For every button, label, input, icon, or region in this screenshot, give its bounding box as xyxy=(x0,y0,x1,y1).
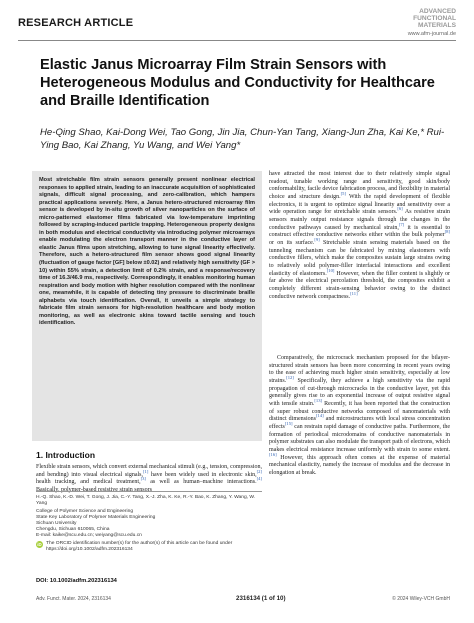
intro-text: health tracking, and medical treatment, xyxy=(36,479,141,486)
citation-link[interactable]: [12] xyxy=(286,374,294,380)
header-divider xyxy=(18,40,456,41)
comparison-paragraph xyxy=(269,355,450,478)
body-text: and microstructures with local stress concentration effects xyxy=(269,416,451,430)
author-list: He-Qing Shao, Kai-Dong Wei, Tao Gong, Jin Jia, Chun-Yan Tang, Xiang-Jun Zha, Kai Ke,* Rui-Ying Bao, Kai Zhang, Yu Wang, and Wei Yang* xyxy=(40,127,445,151)
journal-url[interactable]: www.afm-journal.de xyxy=(407,31,456,37)
logo-line-2: FUNCTIONAL xyxy=(413,14,456,22)
intro-text: as well as human–machine interactions. xyxy=(145,479,257,486)
body-text: or on its surface. xyxy=(269,239,315,246)
section-heading-introduction: 1. Introduction xyxy=(36,450,96,460)
orcid-note xyxy=(36,541,262,553)
citation-link[interactable]: [9] xyxy=(314,236,320,242)
article-title: Elastic Janus Microarray Film Strain Sensors with Heterogeneous Modulus and Conductivity for Healthcare and Braille Identification xyxy=(40,57,435,109)
affiliation-line: State Key Laboratory of Polymer Materials Engineering xyxy=(36,515,156,520)
body-text: have attracted the most interest due to their relatively simple signal readout, tunable working range and sensitivity, good skin/body conformability, facile device fabrication process, and flexibility in material choice and structure design. xyxy=(269,171,450,200)
affiliation-line: Chengdu, Sichuan 610065, China xyxy=(36,527,110,532)
citation-link[interactable]: [1] xyxy=(143,468,149,474)
page-header xyxy=(18,8,456,38)
affiliation-names: H.-Q. Shao, K.-D. Wei, T. Gong, J. Jia, C.-Y. Tang, X.-J. Zha, K. Ke, R.-Y. Bao, K. Zhang, Y. Wang, W. Yang xyxy=(36,495,256,506)
citation-link[interactable]: [8] xyxy=(444,229,450,235)
citation-link[interactable]: [11] xyxy=(350,290,358,296)
abstract-text: Most stretchable film strain sensors generally present nonlinear electrical responses to applied strain, leading to an inaccurate acquisition of sophisticated signals, difficult signal processing, and zero-calibration, which hampers practical applications severely. Here, a Janus hetero-structured microarray film sensor is developed by in-situ growth of silver nanoparticles on the surface of micro-patterned elastomer films fabricated via low-temperature imprinting followed by scraping-induced particle trapping. Heterogeneous property designs in both modulus and electrical conductivity via introducing polymer microarrays enable modulating the electron transport manner in the conductive layer of elastic Janus films upon stretching, allowing to tune signal linearity effectively. Therefore, such a hetero-structured film sensor shows good signal linearity (fluctuation of gauge factor [GF] below ±0.02) and relatively high sensitivity (GF > 10) within 55% strain, a detection limit of 0.2% strain, and a response/recovery time of 16.3/46.9 ms, respectively. Correspondingly, it enables monitoring human respiration and body motion with higher resolution compared with the nonlinear one, meanwhile, it is capable of detecting tiny pressure to discriminate braille alphabets via touch identification. Overall, it unveils a simple strategy to fabricate film strain sensors for high-resolution healthcare and body motion monitoring, as well as electronic skins toward tactile sensing and touch identification. xyxy=(39,177,255,327)
body-text: Recently, it has been reported that the construction of super robust conductive networks composed of nanomaterials with distinct dimensions xyxy=(269,400,450,423)
body-text: it is essential to construct effective conductive networks either within the bulk polymer xyxy=(269,224,450,239)
affiliation-line: College of Polymer Science and Engineering xyxy=(36,509,134,514)
citation-link[interactable]: [14] xyxy=(316,413,324,419)
citation-link[interactable]: [4] xyxy=(256,476,262,482)
citation-link[interactable]: [13] xyxy=(314,397,323,403)
body-text: can restrain rapid damage of conductive paths. Furthermore, the formation of periodical microdomains of conductive nanomaterials in polymer substrates can also modulate the transport path of electrons, which makes electrical resistance increase uniformly with strain to some extent. xyxy=(269,423,450,453)
citation-link[interactable]: [7] xyxy=(398,221,405,227)
right-column-paragraph xyxy=(269,171,450,301)
footer-copyright: © 2024 Wiley-VCH GmbH xyxy=(392,596,450,602)
doi-link[interactable]: DOI: 10.1002/adfm.202316134 xyxy=(36,578,117,584)
abstract-box xyxy=(32,171,262,441)
body-text: With the rapid development of flexible electronics, it is urgent to optimize signal linearity and sensitivity over a wide operation range for stretchable strain sensors. xyxy=(269,193,450,216)
body-text: As resistive strain sensors mainly output resistance signals through the changes in the conductive pathways caused by mechanical strain, xyxy=(269,209,450,231)
affiliation-line: Sichuan University xyxy=(36,521,77,526)
citation-link[interactable]: [3] xyxy=(140,476,146,482)
email-link[interactable]: E-mail: kaike@scu.edu.cn; weiyang@scu.edu.cn xyxy=(36,533,142,538)
citation-link[interactable]: [16] xyxy=(269,451,277,457)
journal-logo xyxy=(413,9,456,29)
citation-link[interactable]: [15] xyxy=(284,420,293,426)
citation-link[interactable]: [5] xyxy=(340,190,347,196)
body-text: Comparatively, the microcrack mechanism proposed for the bilayer-structured strain sensors has been more concerning in recent years owing to the ease of achieving much higher strain sensitivity, especially at low strains. xyxy=(269,355,450,384)
citation-link[interactable]: [2] xyxy=(256,468,262,474)
section-label: RESEARCH ARTICLE xyxy=(18,17,134,29)
logo-line-1: ADVANCED xyxy=(419,8,456,15)
body-text: However, this approach often comes at the expense of material mechanical elasticity, namely the increase of modulus and the decrease in elongation at break. xyxy=(269,454,450,476)
affiliation-address xyxy=(36,509,262,539)
intro-text: Flexible strain sensors, which convert external mechanical stimuli (e.g., tension, compression, and bending) into visual electrical signals, xyxy=(36,464,262,478)
footer-page-number: 2316134 (1 of 10) xyxy=(236,595,286,602)
footer-citation: Adv. Funct. Mater. 2024, 2316134 xyxy=(36,596,111,602)
body-text: Specifically, they achieve a high sensitivity via the rapid propagation of cut-through microcracks in the conductive layer, yet this generally gives rise to an exponential increase of output resistive signal with tensile strain. xyxy=(269,377,450,407)
citation-link[interactable]: [10] xyxy=(326,267,335,273)
intro-text: Basically, polymer-based resistive strain sensors xyxy=(36,487,152,494)
body-text: However, when the filler content is slightly or far above the electrical percolation threshold, the composites exhibit a completely different strain-sensing behavior owing to the distinct conductive network compactness. xyxy=(269,270,450,300)
body-text: Stretchable strain sensing materials based on the tunneling mechanism can be fabricated by mixing elastomers with conductive fillers, which make the composites sustain large strains owing to relatively solid polymer-filler interfacial interactions and excellent elasticity of elastomers. xyxy=(269,239,450,277)
affiliation-block xyxy=(36,491,262,553)
logo-line-3: MATERIALS xyxy=(418,21,456,29)
orcid-icon: iD xyxy=(37,542,42,547)
intro-text: have been widely used in electronic skin, xyxy=(148,471,257,478)
citation-link[interactable]: [6] xyxy=(397,206,403,212)
orcid-text[interactable]: The ORCID identification number(s) for the author(s) of this article can be found under https://doi.org/10.1002/adfm.202316134 xyxy=(46,541,233,552)
